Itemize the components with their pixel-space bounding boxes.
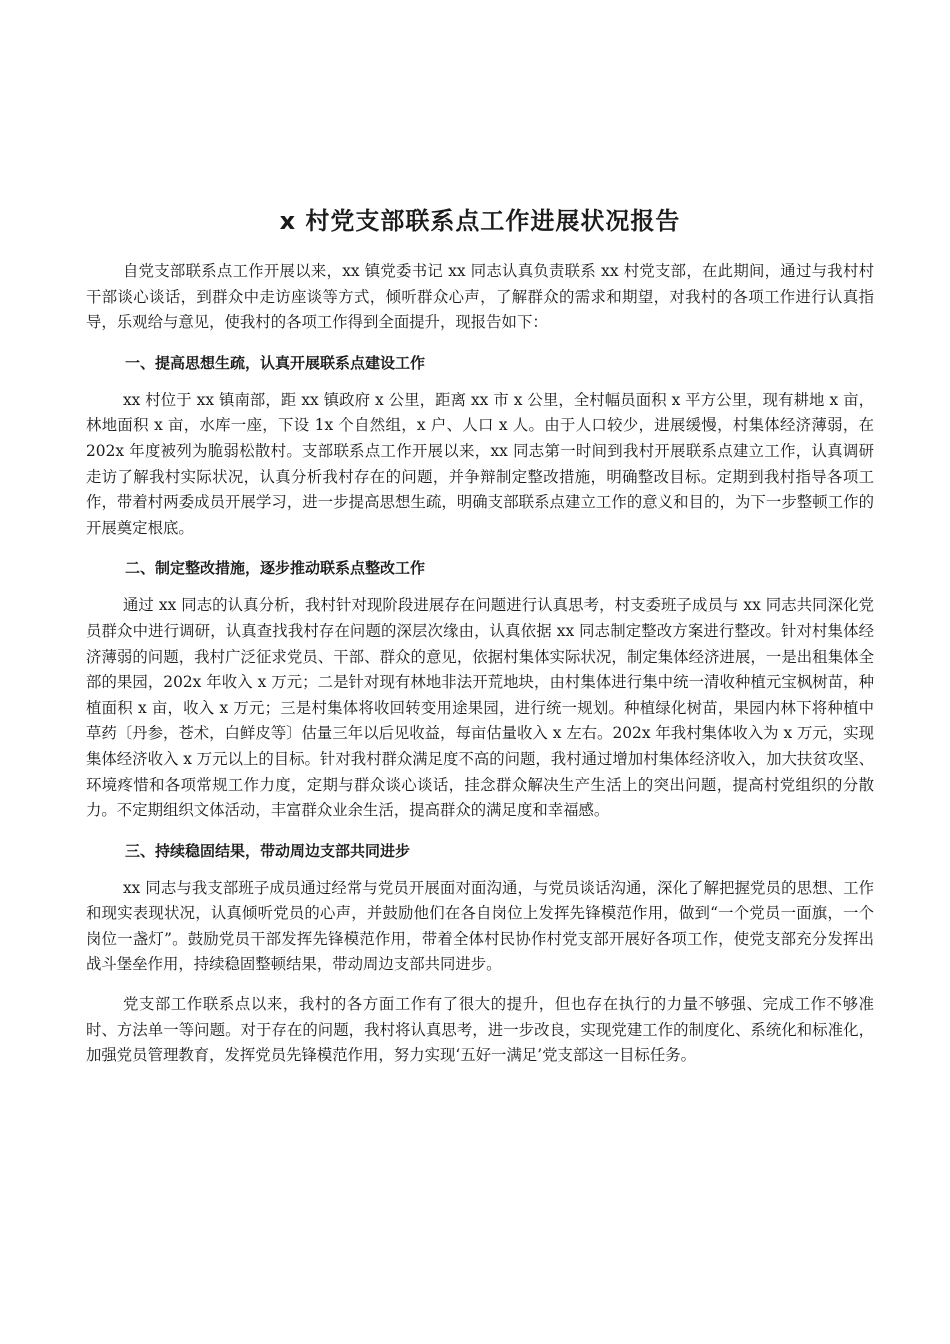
intro-paragraph: 自党支部联系点工作开展以来，xx 镇党委书记 xx 同志认真负责联系 xx 村党支部，在此期间，通过与我村村干部谈心谈话，到群众中走访座谈等方式，倾听群众心声，了解群众的需求和期望，对我村的各项工作进行认真指导，乐观给与意见，使我村的各项工作得到全面提升，现报告如下： [86,262,874,332]
document-page [86,203,874,1083]
section-3-paragraph-1: xx 同志与我支部班子成员通过经常与党员开展面对面沟通，与党员谈话沟通，深化了解把握党员的思想、工作和现实表现状况，认真倾听党员的心声，并鼓励他们在各自岗位上发挥先锋模范作用，做到“一个党员一面旗，一个岗位一盏灯”。鼓励党员干部发挥先锋模范作用，带着全体村民协作村党支部开展好各项工作，使党支部充分发挥出战斗堡垒作用，持续稳固整顿结果，带动周边支部共同进步。 [86,878,874,974]
section-2-paragraph-1: 通过 xx 同志的认真分析，我村针对现阶段进展存在问题进行认真思考，村支委班子成员与 xx 同志共同深化党员群众中进行调研，认真查找我村存在问题的深层次缘由，认真依据 xx 同志制定整改方案进行整改。针对村集体经济薄弱的问题，我村广泛征求党员、干部、群众的意见，依据村集体实际状况，制定集体经济进展，一是出租集体全部的果园，202x 年收入 x 万元；二是针对现有林地非法开荒地块，由村集体进行集中统一清收种植元宝枫树苗，种植面积 x 亩，收入 x 万元；三是村集体将收回转变用途果园，进行统一规划。种植绿化树苗，果园内林下将种植中草药〔丹参，苍术，白鲜皮等〕估量三年以后见收益，每亩估量收入 x 左右。202x 年我村集体收入为 x 万元，实现集体经济收入 x 万元以上的目标。针对我村群众满足度不高的问题，我村通过增加村集体经济收入，加大扶贫攻坚、环境疼惜和各项常规工作力度，定期与群众谈心谈话，挂念群众解决生产生活上的突出问题，提高村党组织的分散力。不定期组织文体活动，丰富群众业余生活，提高群众的满足度和幸福感。 [86,596,874,820]
document-title: x 村党支部联系点工作进展状况报告 [279,207,681,235]
section-heading-3: 三、持续稳固结果，带动周边支部共同进步 [125,841,411,860]
section-heading-2: 二、制定整改措施，逐步推动联系点整改工作 [125,559,426,578]
section-3-paragraph-2: 党支部工作联系点以来，我村的各方面工作有了很大的提升，但也存在执行的力量不够强、完成工作不够准时、方法单一等问题。对于存在的问题，我村将认真思考，进一步改良，实现党建工作的制度化、系统化和标准化，加强党员管理教育，发挥党员先锋模范作用，努力实现‘五好一满足’党支部这一目标任务。 [86,995,874,1065]
section-heading-1: 一、提高思想生疏，认真开展联系点建设工作 [125,353,426,372]
section-1-paragraph-1: xx 村位于 xx 镇南部，距 xx 镇政府 x 公里，距离 xx 市 x 公里，全村幅员面积 x 平方公里，现有耕地 x 亩，林地面积 x 亩，水库一座，下设 1x 个自然组，x 户、人口 x 人。由于人口较少，进展缓慢，村集体经济薄弱，在 202x 年度被列为脆弱松散村。支部联系点工作开展以来，xx 同志第一时间到我村开展联系点建立工作，认真调研走访了解我村实际状况，认真分析我村存在的问题，并争辩制定整改措施，明确整改目标。定期到我村指导各项工作，带着村两委成员开展学习，进一步提高思想生疏，明确支部联系点建立工作的意义和目的，为下一步整顿工作的开展奠定根底。 [86,390,874,537]
